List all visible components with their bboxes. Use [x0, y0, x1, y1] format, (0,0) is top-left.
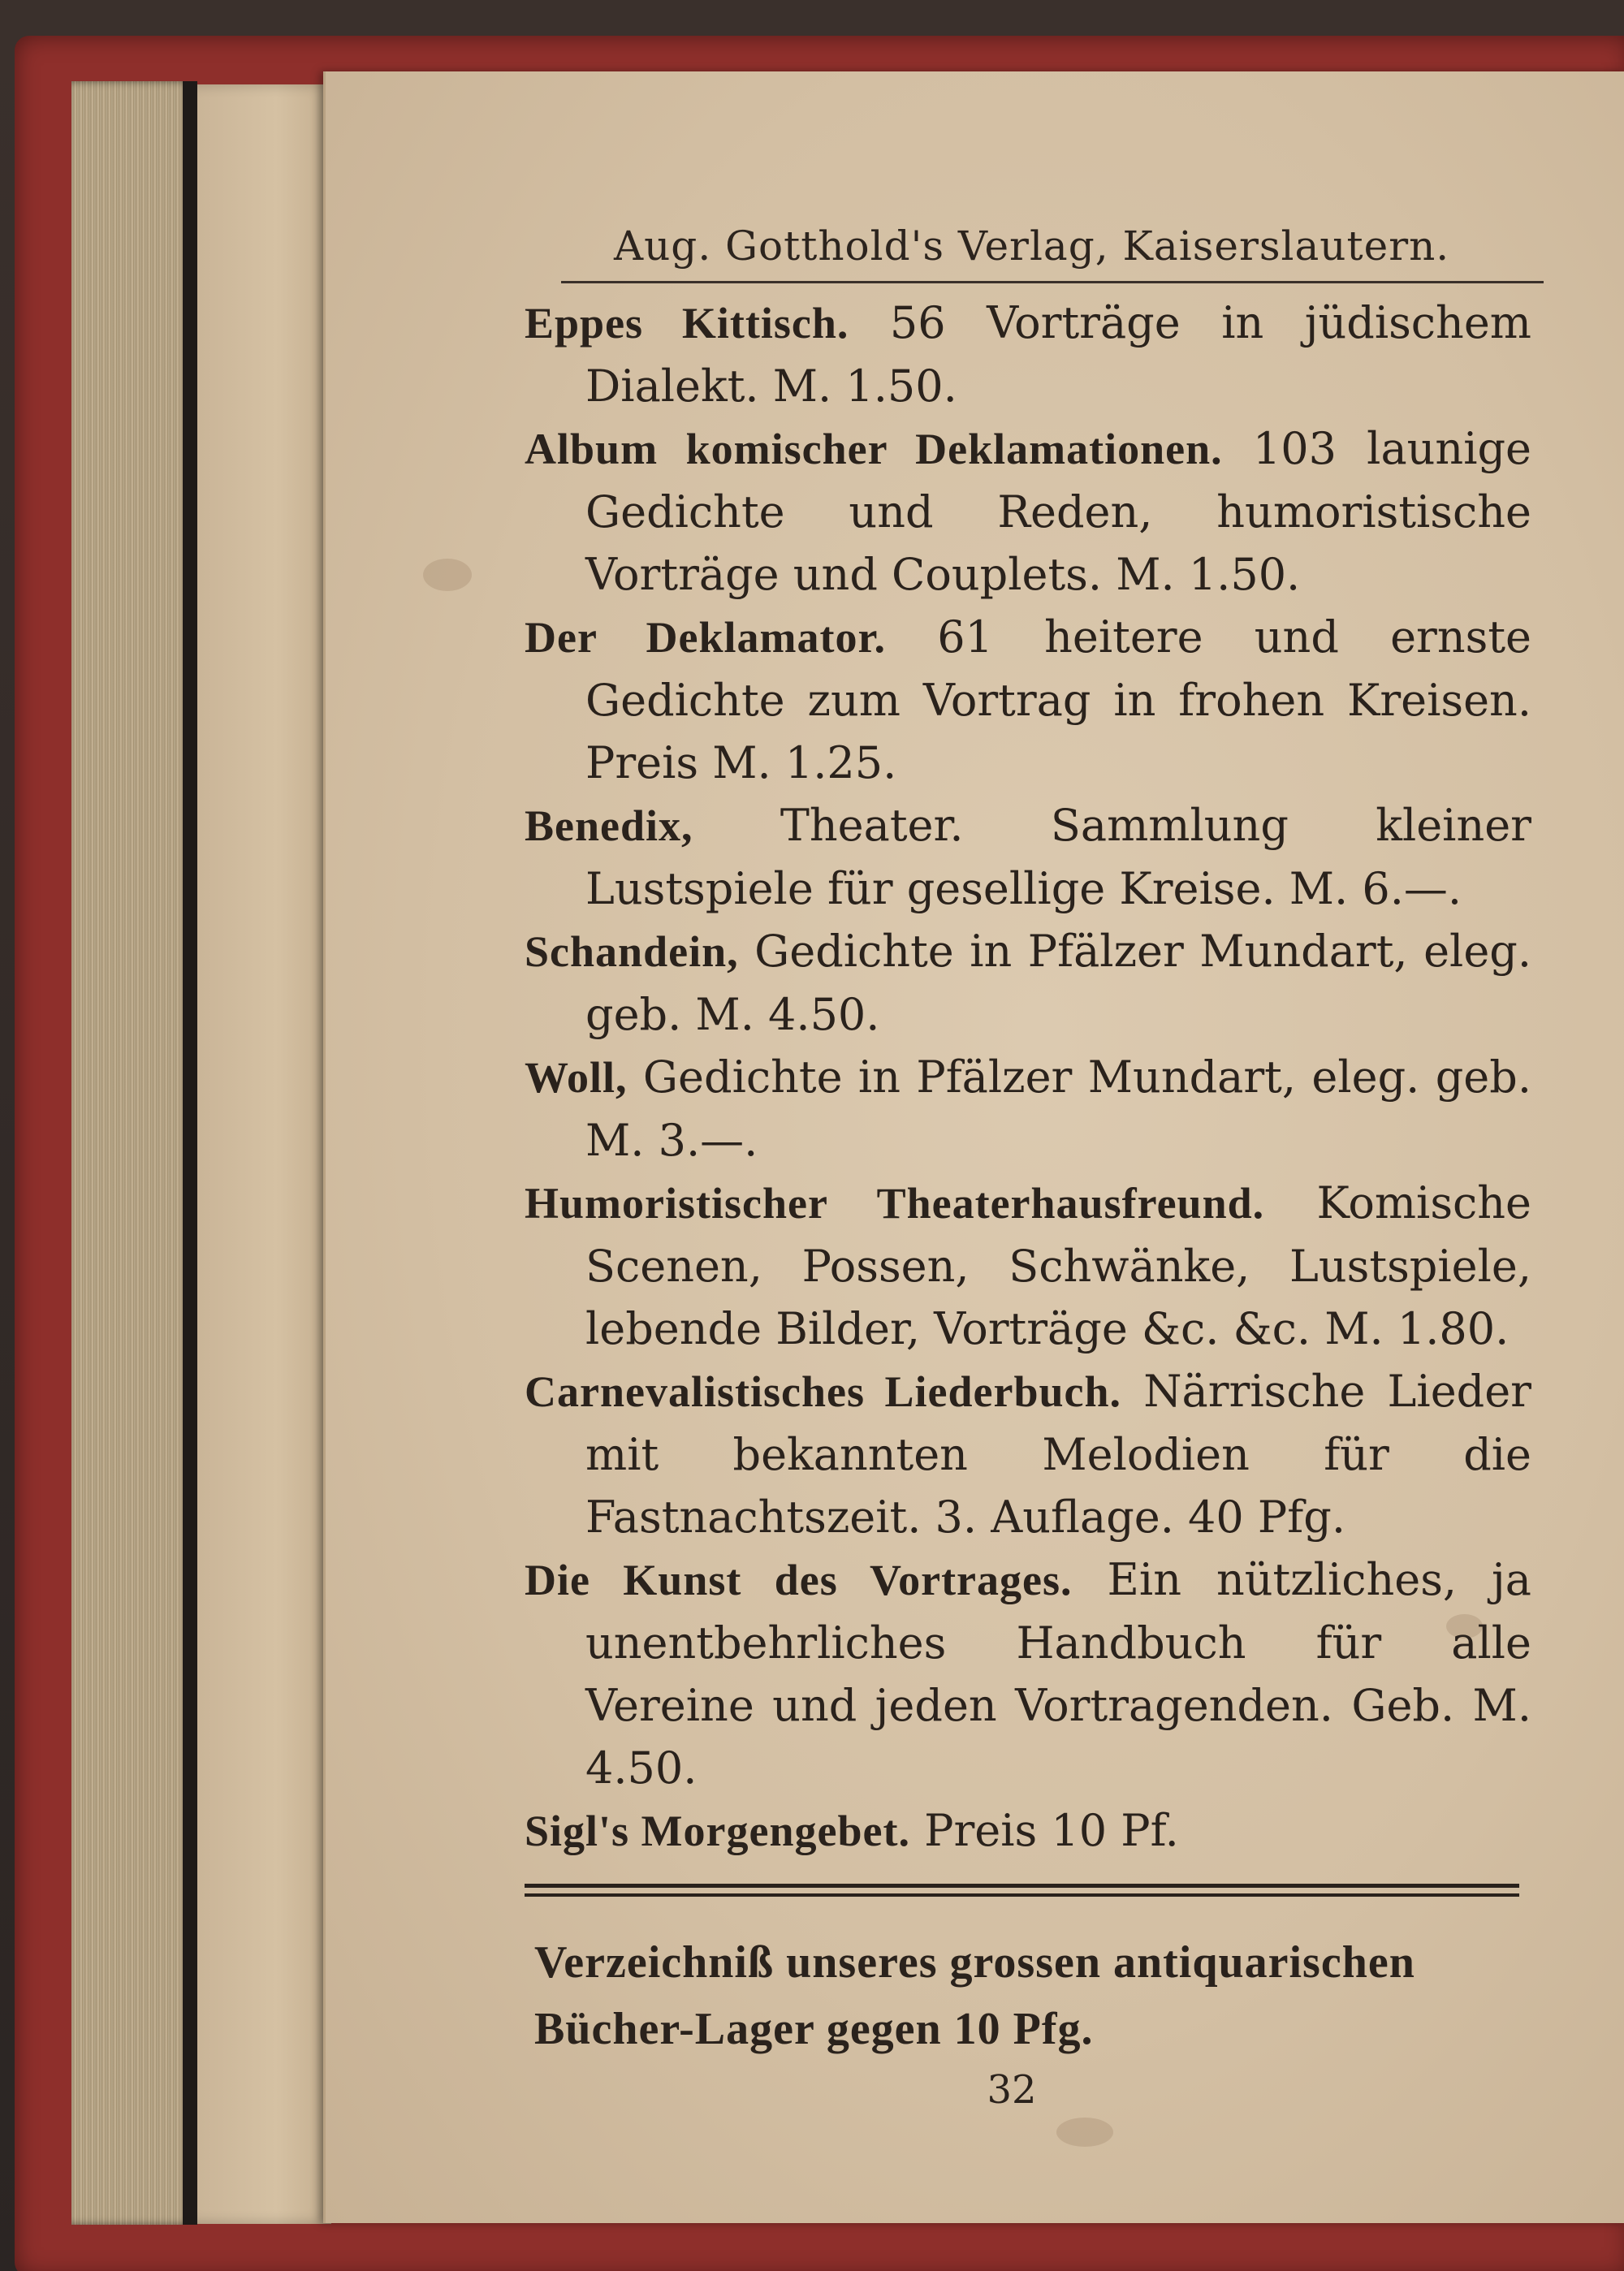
catalog-entry [525, 1046, 1531, 1172]
entry-title: Album komischer Deklamationen. [525, 425, 1223, 473]
running-header: Aug. Gotthold's Verlag, Kaiserslautern. [614, 222, 1450, 270]
catalog-entry [525, 1548, 1531, 1799]
entry-title: Der Deklamator. [525, 613, 886, 662]
section-divider [525, 1884, 1519, 1897]
entry-title: Carnevalistisches Liederbuch. [525, 1367, 1122, 1416]
catalog-entry [525, 1172, 1531, 1360]
book-gutter [183, 81, 197, 2225]
entry-description: 61 heitere und ernste Gedichte zum Vortrag in frohen Kreisen. Preis M. 1.25. [585, 611, 1532, 788]
page-edges [71, 81, 193, 2225]
entry-title: Schandein, [525, 927, 739, 976]
entry-title: Woll, [525, 1053, 628, 1102]
catalog-entry [525, 417, 1531, 606]
previous-page-edge [193, 84, 331, 2224]
catalog-entry [525, 606, 1531, 794]
catalog-entry [525, 291, 1531, 417]
entry-title: Die Kunst des Vortrages. [525, 1556, 1073, 1604]
entry-description: Gedichte in Pfälzer Mundart, eleg. geb. M. 3.—. [585, 1051, 1531, 1166]
entry-description: Komische Scenen, Possen, Schwänke, Lustspiele, lebende Bilder, Vorträge &c. &c. M. 1.80. [585, 1177, 1532, 1354]
entry-description: Närrische Lieder mit bekannten Melodien für die Fastnachtszeit. 3. Auflage. 40 Pfg. [585, 1366, 1531, 1543]
entry-title: Humoristischer Theaterhausfreund. [525, 1179, 1265, 1228]
catalog-entry [525, 1799, 1531, 1863]
catalog-entry [525, 920, 1531, 1046]
page-number: 32 [987, 2067, 1037, 2113]
catalog-list [525, 291, 1531, 1863]
header-rule [561, 281, 1544, 283]
entry-title: Eppes Kittisch. [525, 299, 849, 348]
entry-description: Gedichte in Pfälzer Mundart, eleg. geb. M. 4.50. [585, 926, 1532, 1040]
entry-title: Sigl's Morgengebet. [525, 1807, 910, 1855]
book-page [323, 71, 1624, 2223]
entry-description: 103 launige Gedichte und Reden, humoristische Vorträge und Couplets. M. 1.50. [585, 423, 1531, 600]
entry-description: Ein nützliches, ja unentbehrliches Handbuch für alle Vereine und jeden Vortragenden. Geb. M. 4.50. [585, 1554, 1531, 1794]
entry-description: Preis 10 Pf. [924, 1805, 1179, 1856]
entry-description: Theater. Sammlung kleiner Lustspiele für gesellige Kreise. M. 6.—. [585, 800, 1531, 914]
page-content [525, 218, 1531, 2113]
entry-description: 56 Vorträge in jüdischem Dialekt. M. 1.50. [585, 297, 1531, 412]
foxing-spot [1056, 2118, 1113, 2147]
catalog-entry [525, 1360, 1531, 1548]
antiquarian-catalog-note: Verzeichniß unseres grossen antiquarischen Bücher-Lager gegen 10 Pfg. [534, 1937, 1415, 2054]
entry-title: Benedix, [525, 801, 693, 850]
catalog-entry [525, 794, 1531, 920]
foxing-spot [423, 559, 472, 591]
